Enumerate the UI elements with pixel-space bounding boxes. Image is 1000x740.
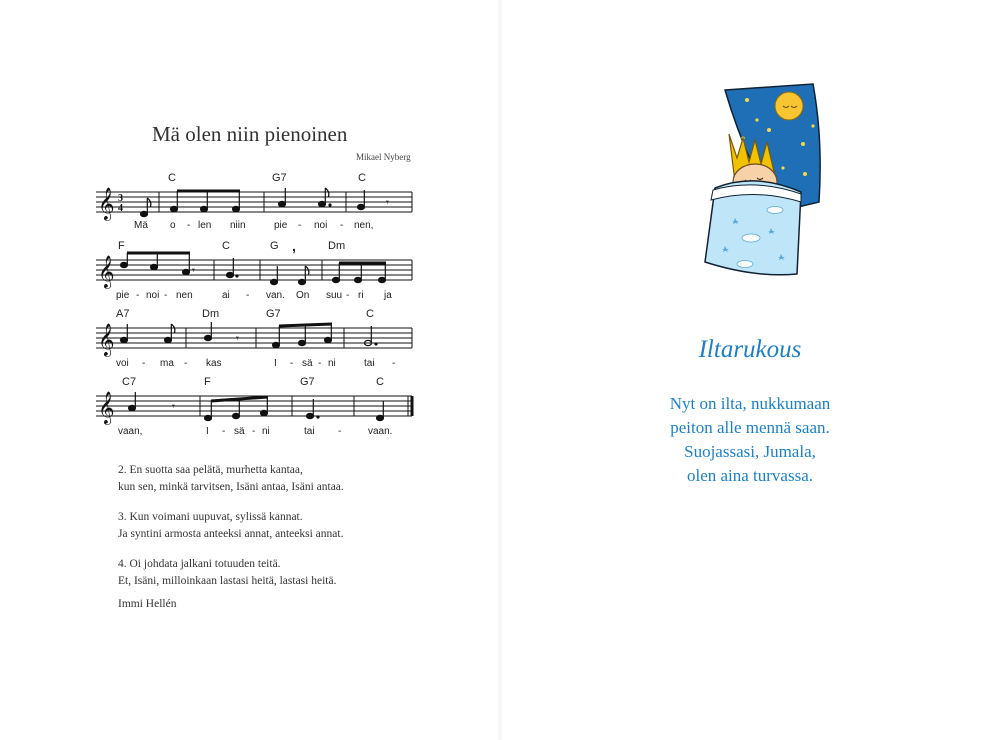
verse-line: kun sen, minkä tarvitsen, Isäni antaa, Isäni antaa. [118, 481, 344, 493]
lyric-syllable: tai [364, 358, 375, 369]
lyric-syllable: - [246, 290, 250, 301]
chord-symbol: C [168, 172, 176, 184]
verse [118, 462, 344, 496]
prayer-line: olen aina turvassa. [686, 466, 814, 485]
lyric-syllable: ri [358, 290, 364, 301]
lyric-syllable: - [222, 426, 226, 437]
songbook-right-page [500, 0, 1000, 740]
chord-symbol: C [222, 240, 230, 252]
lyric-syllable: ni [262, 426, 270, 437]
lyric-syllable: - [142, 358, 146, 369]
lyric-syllable: sä [302, 358, 313, 369]
breath-mark: , [292, 238, 296, 254]
lyric-syllable: noi [314, 220, 328, 231]
lyric-syllable: van. [266, 290, 285, 301]
lyric-syllable: noi [146, 290, 160, 301]
lyric-syllable: vaan, [118, 426, 143, 437]
lyricist-credit: Immi Hellén [118, 598, 177, 610]
chord-symbol: Dm [202, 308, 220, 320]
lyric-syllable: On [296, 290, 310, 301]
svg-text:𝄾: 𝄾 [386, 197, 389, 209]
chord-symbol: F [204, 376, 211, 388]
svg-text:𝄾: 𝄾 [172, 401, 175, 413]
staff-notation [96, 390, 416, 430]
music-staff-4 [96, 376, 416, 438]
verse-line: 3. Kun voimani uupuvat, sylissä kannat. [118, 511, 303, 523]
prayer-line: Suojassasi, Jumala, [684, 442, 816, 461]
chord-symbol: G7 [272, 172, 287, 184]
prayer-text [500, 392, 1000, 488]
svg-text:3: 3 [118, 193, 123, 204]
chord-symbol: G [270, 240, 279, 252]
composer-credit: Mikael Nyberg [356, 152, 411, 162]
music-staff-3 [96, 308, 416, 370]
lyric-syllable: vaan. [368, 426, 393, 437]
chord-symbol: C7 [122, 376, 137, 388]
lyric-syllable: - [392, 358, 396, 369]
lyric-syllable: pie [116, 290, 130, 301]
verse [118, 556, 344, 590]
verse-line: Ja syntini armosta anteeksi annat, anteeksi annat. [118, 528, 344, 540]
lyric-syllable: sä [234, 426, 245, 437]
lyric-syllable: - [252, 426, 256, 437]
chord-symbol: Dm [328, 240, 346, 252]
svg-text:𝄾: 𝄾 [236, 333, 239, 345]
verse-line: 4. Oi johdata jalkani totuuden teitä. [118, 558, 281, 570]
staff-notation [96, 254, 416, 294]
lyric-syllable: kas [206, 358, 222, 369]
verse [118, 509, 344, 543]
lyric-syllable: ai [222, 290, 230, 301]
lyric-syllable: o [170, 220, 176, 231]
chord-symbol: C [358, 172, 366, 184]
music-staff-1 [96, 172, 416, 234]
verse-line: 2. En suotta saa pelätä, murhetta kantaa, [118, 464, 303, 476]
lyric-syllable: - [187, 220, 191, 231]
prayer-line: Nyt on ilta, nukkumaan [669, 394, 831, 413]
lyric-syllable: - [164, 290, 168, 301]
lyric-syllable: ni [328, 358, 336, 369]
lyric-syllable: ja [384, 290, 392, 301]
chord-symbol: A7 [116, 308, 130, 320]
lyric-syllable: pie [274, 220, 288, 231]
svg-text:4: 4 [118, 203, 123, 214]
lyric-syllable: - [340, 220, 344, 231]
lyric-syllable: - [298, 220, 302, 231]
lyric-syllable: tai [304, 426, 315, 437]
lyric-syllable: - [318, 358, 322, 369]
svg-text:𝄞: 𝄞 [98, 187, 115, 220]
lyric-syllable: - [338, 426, 342, 437]
lyric-syllable: Mä [134, 220, 148, 231]
lyric-syllable: suu [326, 290, 343, 301]
prayer-line: peiton alle mennä saan. [670, 418, 830, 437]
lyric-syllable: - [346, 290, 350, 301]
lyric-syllable: niin [230, 220, 246, 231]
chord-symbol: G7 [300, 376, 315, 388]
lyric-syllable: - [184, 358, 188, 369]
lyric-syllable: nen, [354, 220, 374, 231]
lyric-syllable: I [274, 358, 277, 369]
svg-text:𝄞: 𝄞 [98, 255, 115, 288]
lyric-syllable: ma [160, 358, 174, 369]
verse-line: Et, Isäni, milloinkaan lastasi heitä, lastasi heitä. [118, 575, 337, 587]
chord-symbol: C [366, 308, 374, 320]
lyric-syllable: - [136, 290, 140, 301]
song-verses [118, 462, 344, 603]
prayer-title: Iltarukous [698, 336, 802, 363]
chord-symbol: F [118, 240, 125, 252]
svg-text:𝄞: 𝄞 [98, 323, 115, 356]
child-sleeping-under-blanket-icon [685, 78, 835, 278]
svg-text:𝄾: 𝄾 [192, 265, 195, 277]
lyric-syllable: - [290, 358, 294, 369]
music-staff-2 [96, 240, 416, 302]
staff-notation [96, 322, 416, 362]
chord-symbol: G7 [266, 308, 281, 320]
lyric-syllable: len [198, 220, 212, 231]
lyric-syllable: nen [176, 290, 193, 301]
lyric-syllable: I [206, 426, 209, 437]
lyric-syllable: voi [116, 358, 129, 369]
chord-symbol: C [376, 376, 384, 388]
svg-text:𝄞: 𝄞 [98, 391, 115, 424]
song-title: Mä olen niin pienoinen [152, 122, 348, 146]
